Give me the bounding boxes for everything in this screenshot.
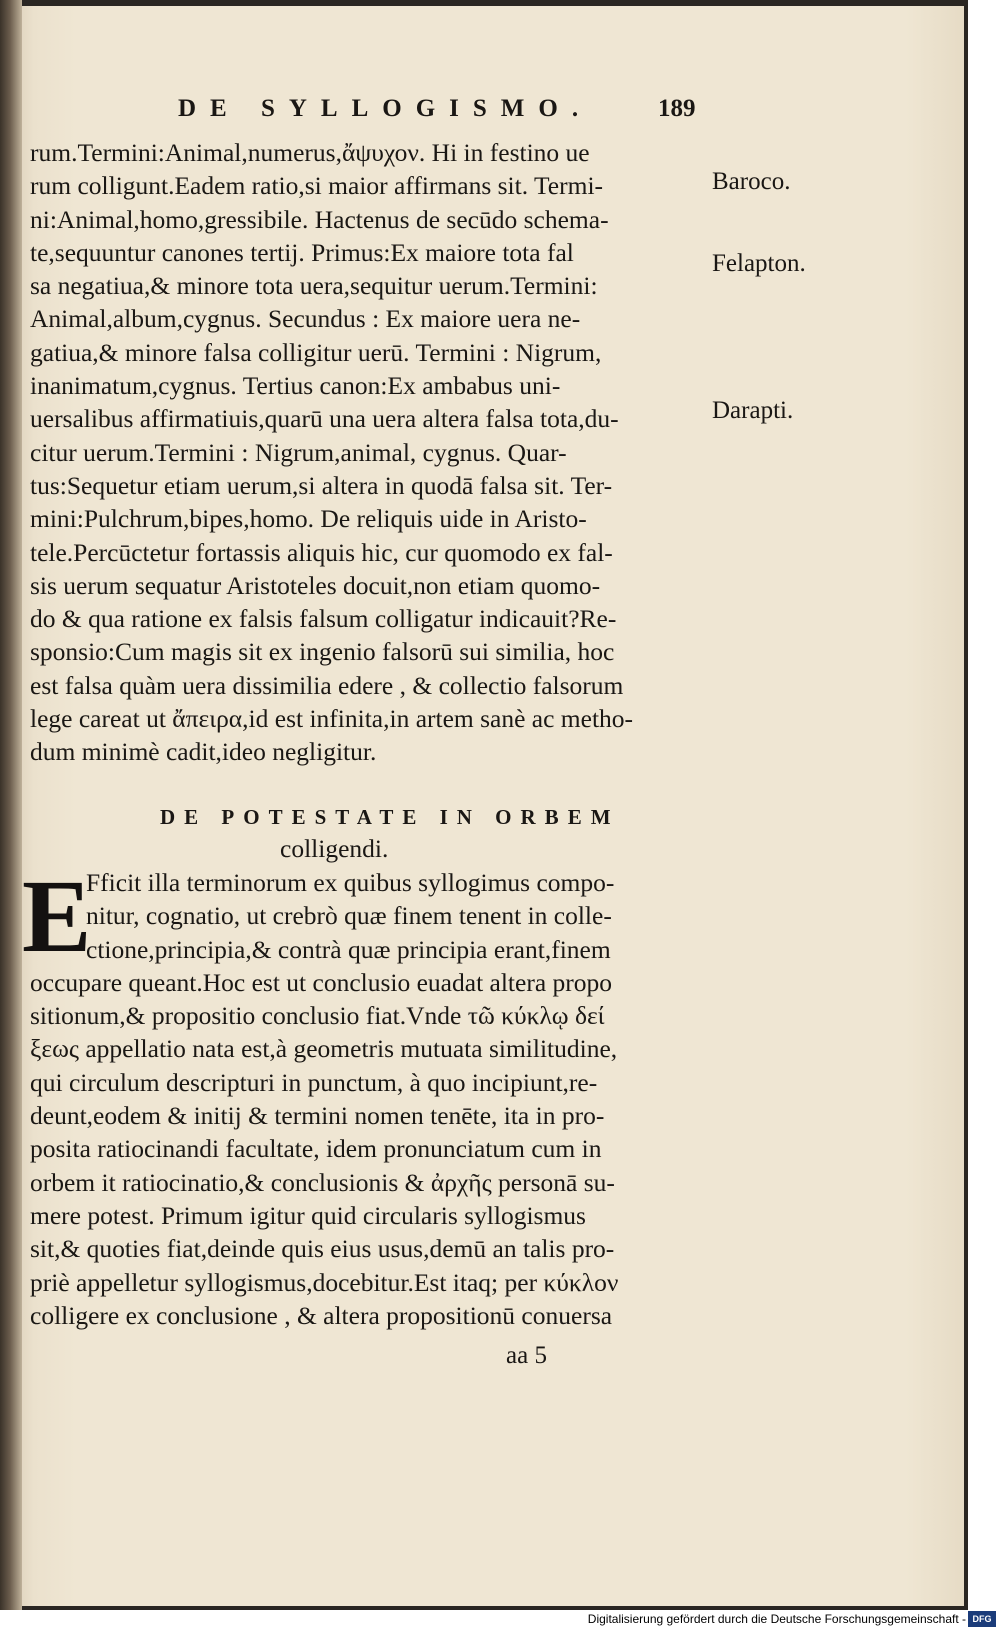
text-line: Animal,album,cygnus. Secundus : Ex maiore uera ne- bbox=[30, 304, 581, 334]
funding-credit: Digitalisierung gefördert durch die Deutsche Forschungsgemeinschaft - bbox=[587, 1612, 966, 1626]
text-line: inanimatum,cygnus. Tertius canon:Ex ambabus uni- bbox=[30, 371, 561, 401]
text-line: uersalibus affirmatiuis,quarū una uera altera falsa tota,du- bbox=[30, 404, 619, 434]
text-line: nitur, cognatio, ut crebrò quæ finem tenent in colle- bbox=[86, 901, 612, 931]
text-line: qui circulum descripturi in punctum, à quo incipiunt,re- bbox=[30, 1067, 598, 1097]
text-block bbox=[30, 866, 710, 1332]
text-line: sit,& quoties fiat,deinde quis eius usus,demū an talis pro- bbox=[30, 1234, 615, 1264]
dfg-logo-icon: DFG bbox=[968, 1611, 996, 1627]
text-line: do & qua ratione ex falsis falsum colligatur indicauit?Re- bbox=[30, 604, 617, 634]
text-line: orbem it ratiocinatio,& conclusionis & ἀρχῆς personā su- bbox=[30, 1167, 615, 1197]
text-line: ni:Animal,homo,gressibile. Hactenus de secūdo schema- bbox=[30, 204, 609, 234]
running-head: DE SYLLOGISMO. bbox=[178, 95, 593, 122]
text-line: sponsio:Cum magis sit ex ingenio falsorū sui similia, hoc bbox=[30, 637, 615, 667]
text-line: priè appelletur syllogismus,docebitur.Est itaq; per κύκλον bbox=[30, 1267, 619, 1297]
text-line: Fficit illa terminorum ex quibus syllogimus compo- bbox=[86, 868, 615, 897]
text-line: occupare queant.Hoc est ut conclusio euadat altera propo bbox=[30, 967, 613, 997]
text-line: gatiua,& minore falsa colligitur uerū. Termini : Nigrum, bbox=[30, 337, 602, 367]
text-line: colligere ex conclusione , & altera propositionū conuersa bbox=[30, 1300, 613, 1330]
text-line: deunt,eodem & initij & termini nomen tenēte, ita in pro- bbox=[30, 1101, 605, 1131]
section-subheading: colligendi. bbox=[280, 834, 389, 863]
decorated-initial: E bbox=[22, 859, 92, 974]
marginal-note: Darapti. bbox=[712, 397, 794, 424]
page-number: 189 bbox=[658, 95, 696, 122]
text-line: te,sequuntur canones tertij. Primus:Ex maiore tota fal bbox=[30, 237, 574, 267]
text-line: sitionum,& propositio conclusio fiat.Vnde τῶ κύκλῳ δεί bbox=[30, 1001, 605, 1031]
text-block bbox=[30, 136, 710, 769]
text-line: sa negatiua,& minore tota uera,sequitur uerum.Termini: bbox=[30, 271, 598, 301]
marginal-note: Baroco. bbox=[712, 168, 791, 195]
text-line: lege careat ut ἄπειρα,id est infinita,in artem sanè ac metho- bbox=[30, 704, 634, 734]
text-line: dum minimè cadit,ideo negligitur. bbox=[30, 737, 377, 767]
text-line: sis uerum sequatur Aristoteles docuit,non etiam quomo- bbox=[30, 570, 601, 600]
catchword: aa 5 bbox=[506, 1342, 547, 1369]
text-line: ctione,principia,& contrà quæ principia erant,finem bbox=[86, 934, 611, 964]
text-line: mini:Pulchrum,bipes,homo. De reliquis uide in Aristo- bbox=[30, 504, 587, 534]
text-line: posita ratiocinandi facultate, idem pronunciatum cum in bbox=[30, 1134, 602, 1164]
text-line: ξεως appellatio nata est,à geometris mutuata similitudine, bbox=[30, 1034, 618, 1064]
text-line: citur uerum.Termini : Nigrum,animal, cygnus. Quar- bbox=[30, 437, 567, 467]
text-line: tele.Percūctetur fortassis aliquis hic, cur quomodo ex fal- bbox=[30, 537, 613, 567]
marginal-note: Felapton. bbox=[712, 250, 806, 277]
text-line: tus:Sequetur etiam uerum,si altera in quodā falsa sit. Ter- bbox=[30, 470, 613, 500]
text-line: rum colligunt.Eadem ratio,si maior affirmans sit. Termi- bbox=[30, 171, 604, 201]
text-line: est falsa quàm uera dissimilia edere , & collectio falsorum bbox=[30, 670, 624, 700]
text-line: mere potest. Primum igitur quid circularis syllogismus bbox=[30, 1200, 586, 1230]
text-line: rum.Termini:Animal,numerus,ἄψυχον. Hi in festino ue bbox=[30, 138, 590, 167]
section-heading: DE POTESTATE IN ORBEM bbox=[160, 805, 620, 829]
